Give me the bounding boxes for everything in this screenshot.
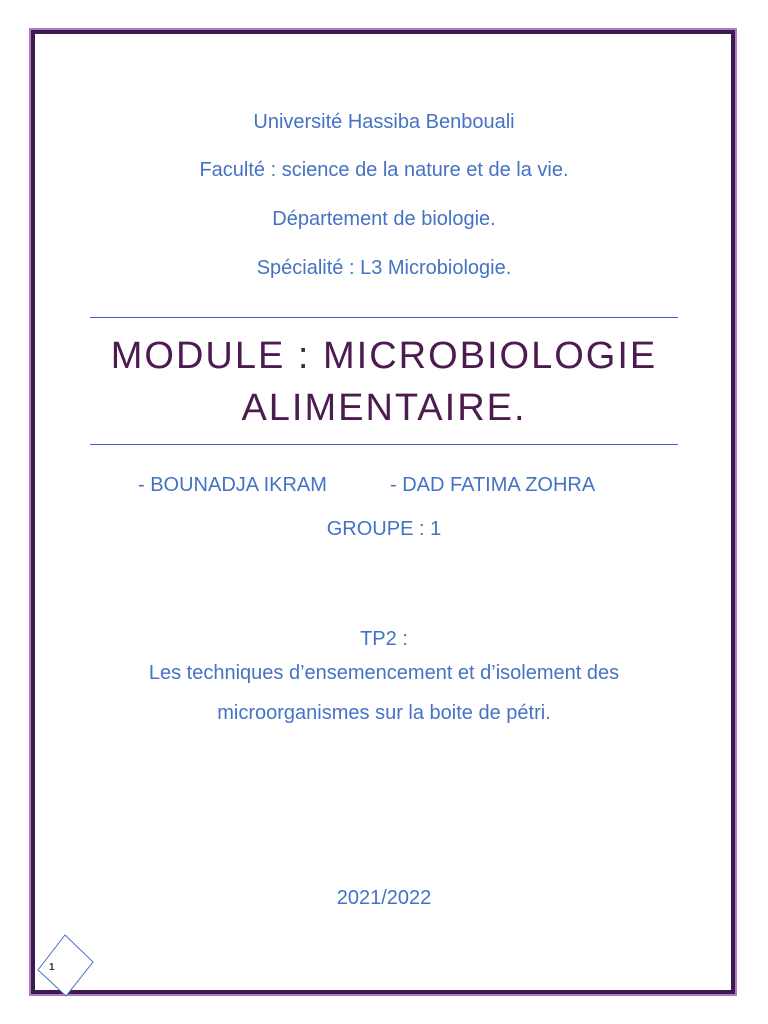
tp-label: TP2 : [360, 628, 408, 650]
faculty-name: Faculté : science de la nature et de la vie. [199, 159, 569, 181]
top-divider [90, 317, 678, 318]
tp-title-line1: Les techniques d’ensemencement et d’isolement des [148, 662, 620, 684]
authors [0, 472, 768, 498]
page-number: 1 [49, 962, 55, 973]
page-number-tab-icon [28, 930, 108, 1000]
specialty: Spécialité : L3 Microbiologie. [256, 257, 512, 279]
author-2: - DAD FATIMA ZOHRA [390, 474, 596, 496]
department-name: Département de biologie. [272, 208, 496, 230]
group-label: GROUPE : 1 [326, 518, 442, 540]
module-title-line1: MODULE : MICROBIOLOGIE [110, 335, 658, 377]
tp-title-line2: microorganismes sur la boite de pétri. [217, 702, 551, 724]
module-title-line2: ALIMENTAIRE. [241, 387, 527, 429]
university-name: Université Hassiba Benbouali [253, 111, 515, 133]
academic-year: 2021/2022 [336, 887, 432, 909]
author-1: - BOUNADJA IKRAM [138, 474, 327, 496]
bottom-divider [90, 444, 678, 445]
